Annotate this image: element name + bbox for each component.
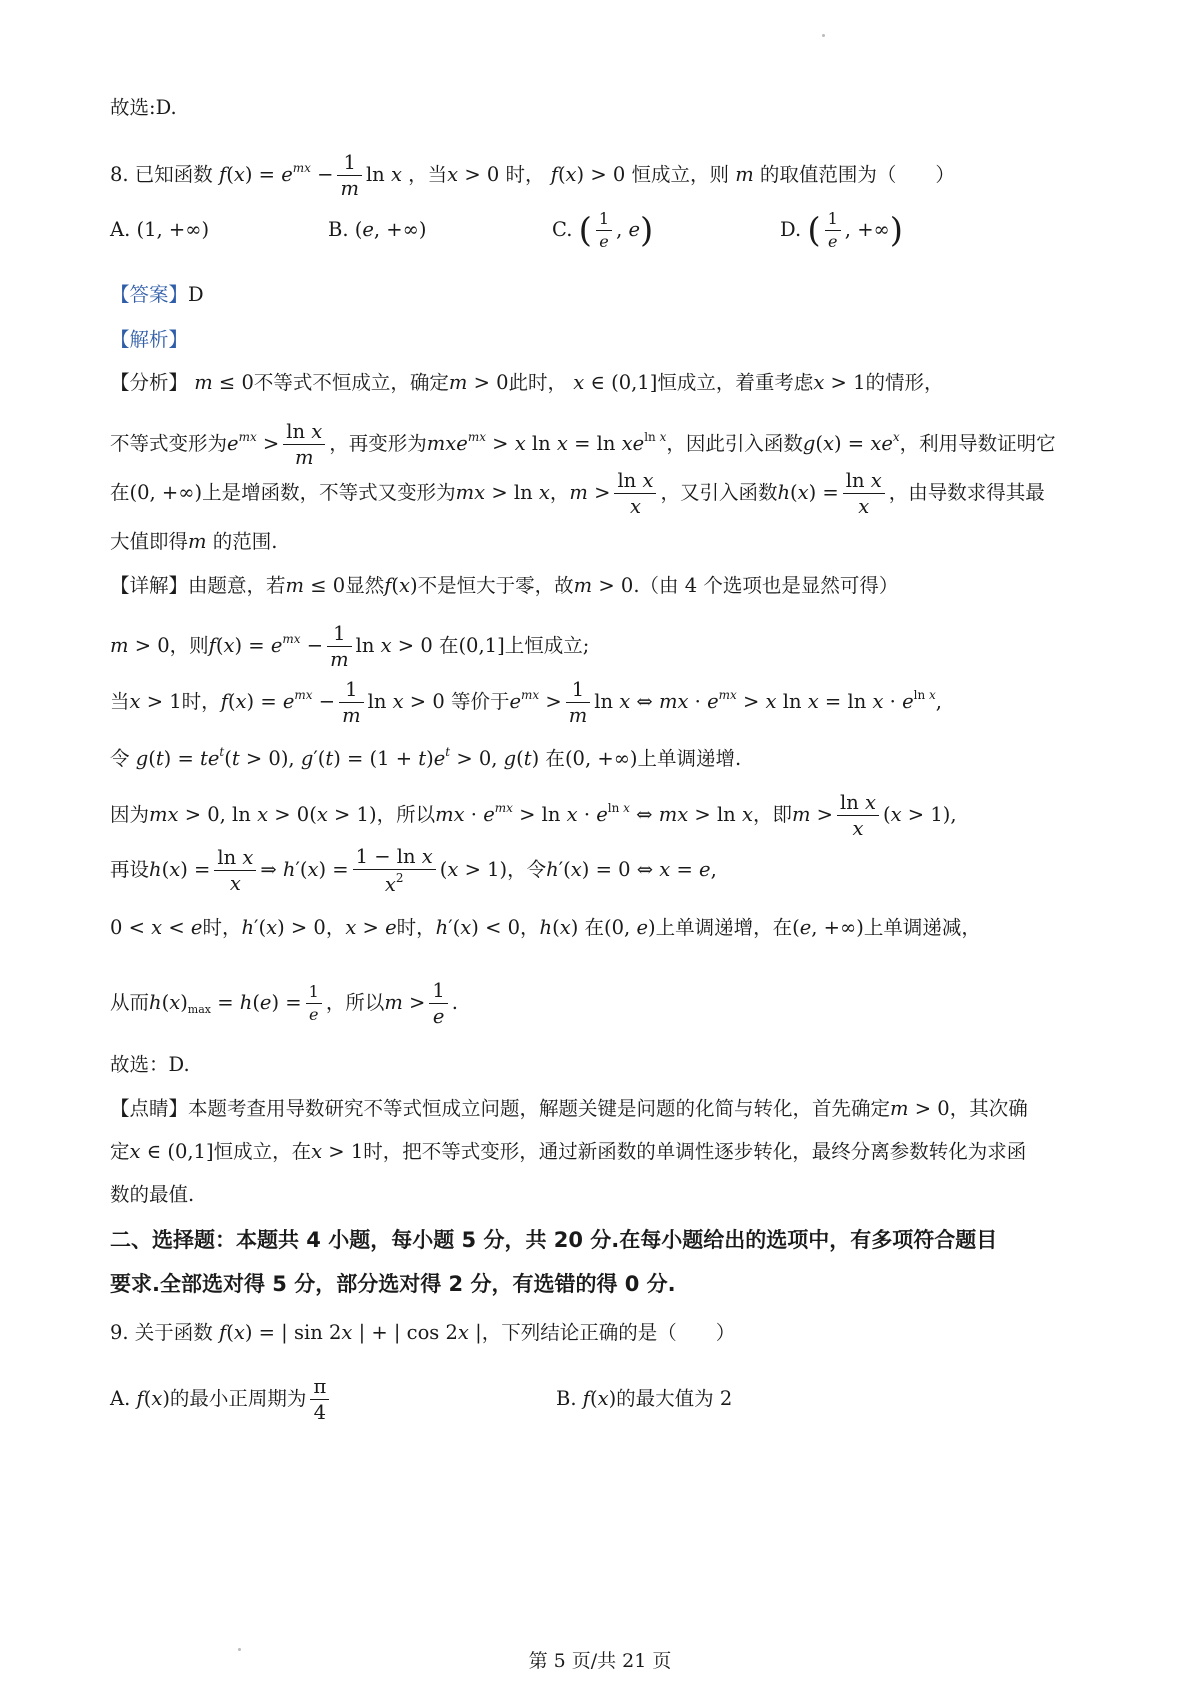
dianjing-line-1: 【点睛】本题考查用导数研究不等式恒成立问题，解题关键是问题的化简与转化，首先确定m > 0，其次确 bbox=[110, 1097, 1028, 1120]
dianjing-2b: 恒成立，在 bbox=[213, 1140, 312, 1163]
answer-value: D bbox=[188, 283, 204, 306]
fenxi-3c: ， bbox=[549, 481, 570, 504]
q8-option-a[interactable]: A. (1, +∞) bbox=[110, 218, 210, 241]
detail-7f: 上单调递减， bbox=[863, 916, 981, 939]
dianjing-2c: 时，把不等式变形，通过新函数的单调性逐步转化，最终分离参数转化为求函 bbox=[363, 1140, 1027, 1163]
fenxi-3b: 上是增函数，不等式又变形为 bbox=[202, 481, 456, 504]
detail-6b: ，令 bbox=[507, 858, 547, 881]
fenxi-1d: 的情形， bbox=[865, 371, 944, 394]
detail-line-8: 从而$h(x)_{max} = h(e)$ = $\frac{1}{e}$ ，所以m > $\frac{1}{e}$ . bbox=[110, 978, 458, 1028]
detail-line-6: 再设h(x) = $\frac{\text{ln x}}{x}$ ⇒ h′(x) = $\frac{\text{1 − ln x}}{x^2}$ (x > 1)，令h′(x) = 0 ⇔ x = e, bbox=[110, 844, 717, 896]
detail-1c: 不是恒大于零，故 bbox=[417, 574, 574, 597]
fenxi-4b: 的范围. bbox=[212, 530, 278, 553]
fenxi-2b: ，再变形为 bbox=[329, 432, 427, 455]
q9-text: ，下列结论正确的是（ ） bbox=[481, 1321, 736, 1344]
detail-8b: ，所以 bbox=[325, 991, 385, 1014]
fenxi-1a: 不等式不恒成立，确定 bbox=[253, 371, 449, 394]
fenxi-tag: 【分析】 bbox=[110, 371, 189, 394]
detail-tag: 【详解】 bbox=[110, 574, 189, 597]
detail-2b: 在 bbox=[438, 634, 459, 657]
dianjing-1a: 本题考查用导数研究不等式恒成立问题，解题关键是问题的化简与转化，首先确定 bbox=[188, 1097, 891, 1120]
fenxi-1c: 恒成立，着重考虑 bbox=[657, 371, 814, 394]
detail-2c: 上恒成立; bbox=[504, 634, 590, 657]
q8-text-1: ，当 bbox=[408, 163, 448, 186]
detail-6a: 再设 bbox=[110, 858, 150, 881]
section-heading bbox=[110, 1218, 1130, 1306]
detail-1a: 由题意，若 bbox=[188, 574, 286, 597]
detail-5b: ，所以 bbox=[376, 803, 436, 826]
detail-line-2: m > 0，则$f(x) = e^{mx}$ − $\frac{1}{m}$ ln x > 0 在(0,1]上恒成立; bbox=[110, 621, 590, 671]
fenxi-2d: ，利用导数证明它 bbox=[899, 432, 1056, 455]
scan-speck bbox=[822, 34, 825, 37]
dianjing-1b: ，其次确 bbox=[949, 1097, 1028, 1120]
detail-7e: 上单调递增，在 bbox=[655, 916, 793, 939]
page-footer: 第 5 页/共 21 页 bbox=[528, 1650, 672, 1672]
conclusion-text: 故选：D. bbox=[110, 1053, 190, 1076]
dianjing-3: 数的最值. bbox=[110, 1183, 195, 1206]
detail-2a: ，则 bbox=[169, 634, 209, 657]
q8-text-4: 的取值范围为（ ） bbox=[759, 163, 955, 186]
dianjing-line-3 bbox=[110, 1180, 1120, 1210]
detail-line-1: 【详解】由题意，若m ≤ 0显然f(x)不是恒大于零，故m > 0.（由 4 个选项也是显然可得） bbox=[110, 574, 899, 597]
detail-line-5: 因为mx > 0, ln x > 0(x > 1)，所以mx · $e^{mx} > \ln x \cdot e^{ln x}$ ⇔ mx > ln x，即m > $\frac{\text{ln x}}{x}$ (x > 1), bbox=[110, 790, 957, 840]
analysis-heading bbox=[110, 325, 1120, 355]
previous-answer bbox=[110, 93, 1120, 123]
fenxi-3d: ，又引入函数 bbox=[660, 481, 778, 504]
q8-option-d[interactable]: D. ( $\frac{1}{e}$ , +∞) bbox=[780, 209, 904, 251]
q8-function: f bbox=[219, 163, 227, 186]
detail-4a: 令 bbox=[110, 747, 130, 770]
fenxi-4: 大值即得 bbox=[110, 530, 189, 553]
q8-option-b[interactable]: B. (e, +∞) bbox=[328, 218, 427, 241]
detail-line-3: 当x > 1时，$f(x) = e^{mx}$ − $\frac{1}{m}$ ln x > 0 等价于$e^{mx}$ > $\frac{1}{m}$ ln x ⇔ mx · $e^{mx} > x$ $\ln x = \ln x \cdot e^{ln x}$, bbox=[110, 677, 942, 727]
detail-5c: ，即 bbox=[752, 803, 792, 826]
question-8: 8. 已知函数 $f(x) = e^{mx}$ − $\frac{1}{m}$ ln x ，当x > 0 时， f(x) > 0 恒成立，则 m 的取值范围为（ ） bbox=[110, 150, 955, 200]
fenxi-2a: 不等式变形为 bbox=[110, 432, 228, 455]
detail-4c: 上单调递增. bbox=[637, 747, 742, 770]
q9-options bbox=[110, 1372, 1120, 1426]
section-heading-line-2: 要求.全部选对得 5 分，部分选对得 2 分，有选错的得 0 分. bbox=[110, 1272, 676, 1296]
detail-line-4: 令 $g(t) = te^t(t > 0)$, $g'(t) = (1 + t)e^t > 0$, g(t) 在(0, +∞)上单调递增. bbox=[110, 745, 742, 770]
fenxi-line-3: 在(0, +∞)上是增函数，不等式又变形为mx > ln x，m > $\frac{\text{ln x}}{x}$ ，又引入函数h(x) = $\frac{\text{ln x}}{x}$ ，由导数求得其最 bbox=[110, 468, 1045, 518]
fenxi-line-1: 【分析】 m ≤ 0不等式不恒成立，确定m > 0此时， x ∈ (0,1]恒成立，着重考虑x > 1的情形， bbox=[110, 371, 944, 394]
detail-1d: .（由 4 个选项也是显然可得） bbox=[633, 574, 899, 597]
detail-line-7: 0 < x < e时，h′(x) > 0，x > e时，h′(x) < 0，h(x) 在(0, e)上单调递增，在(e, +∞)上单调递减， bbox=[110, 916, 981, 939]
detail-3b: 时， bbox=[181, 690, 221, 713]
detail-5a: 因为 bbox=[110, 803, 150, 826]
detail-7a: 时， bbox=[202, 916, 242, 939]
section-heading-line-1: 二、选择题：本题共 4 小题，每小题 5 分，共 20 分.在每小题给出的选项中，有多项符合题目 bbox=[110, 1228, 998, 1252]
dianjing-line-2: 定x ∈ (0,1]恒成立，在x > 1时，把不等式变形，通过新函数的单调性逐步转化，最终分离参数转化为求函 bbox=[110, 1140, 1027, 1163]
fenxi-2c: ，因此引入函数 bbox=[666, 432, 803, 455]
q8-text-3: 恒成立，则 bbox=[631, 163, 730, 186]
dianjing-tag: 【点睛】 bbox=[110, 1097, 189, 1120]
fenxi-line-2: 不等式变形为$e^{mx}$ > $\frac{\text{ln x}}{m}$ ，再变形为mxe$^{mx}$ > x $\ln x = \ln xe^{ln x}$，因此引入函数$g(x) = xe^x$，利用导数证明它 bbox=[110, 419, 1056, 469]
fenxi-1b: 此时， bbox=[508, 371, 568, 394]
detail-3c: 等价于 bbox=[450, 690, 510, 713]
fenxi-line-4: 大值即得m 的范围. bbox=[110, 530, 278, 553]
q9-option-a[interactable]: A. f(x)的最小正周期为 $\frac{\pi}{4}$ bbox=[110, 1372, 333, 1426]
q8-option-c[interactable]: C. ( $\frac{1}{e}$ , e) bbox=[552, 209, 654, 251]
analysis-tag: 【解析】 bbox=[110, 328, 189, 351]
detail-1b: 显然 bbox=[345, 574, 385, 597]
detail-7c: 时， bbox=[396, 916, 436, 939]
answer-line bbox=[110, 280, 1120, 310]
detail-4b: 在 bbox=[545, 747, 565, 770]
dianjing-2a: 定 bbox=[110, 1140, 130, 1163]
q8-options bbox=[110, 210, 1120, 250]
q9-option-b[interactable]: B. f(x)的最大值为 2 bbox=[556, 1387, 733, 1410]
q9-prefix: 9. 关于函数 bbox=[110, 1321, 213, 1344]
q8-text-2: 时， bbox=[505, 163, 545, 186]
fenxi-3e: ，由导数求得其最 bbox=[888, 481, 1045, 504]
detail-3a: 当 bbox=[110, 690, 130, 713]
detail-8a: 从而 bbox=[110, 991, 150, 1014]
q8-prefix: 8. 已知函数 bbox=[110, 163, 213, 186]
conclusion-line bbox=[110, 1050, 1120, 1080]
detail-7d: 在 bbox=[584, 916, 605, 939]
fenxi-3a: 在 bbox=[110, 481, 130, 504]
question-9: 9. 关于函数 f(x) = | sin 2x | + | cos 2x |，下列结论正确的是（ ） bbox=[110, 1321, 736, 1344]
answer-tag: 【答案】 bbox=[110, 283, 189, 306]
prev-answer-text: 故选:D. bbox=[110, 96, 177, 119]
detail-7b: ， bbox=[325, 916, 346, 939]
